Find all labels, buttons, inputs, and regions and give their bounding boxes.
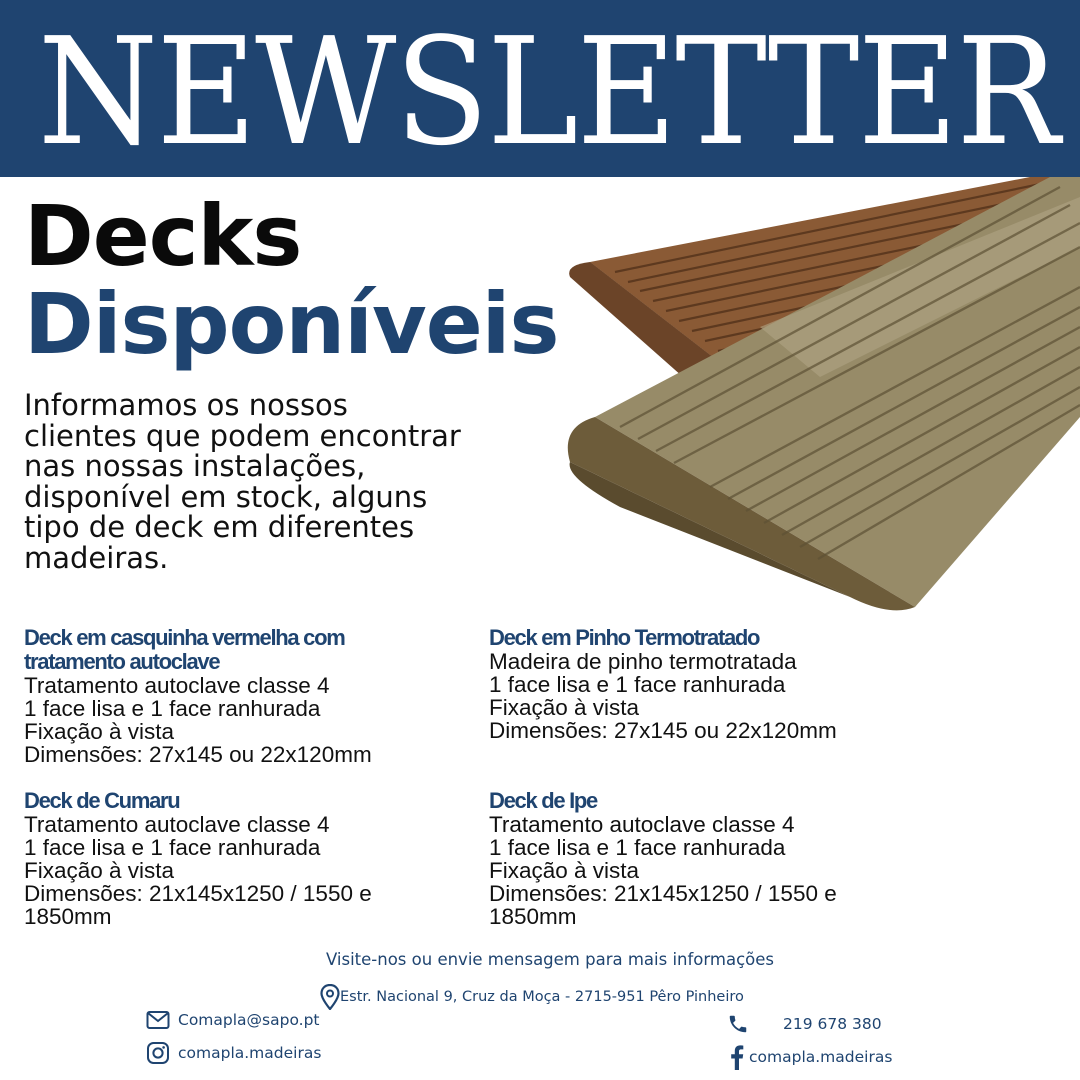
product-spec: 1 face lisa e 1 face ranhurada xyxy=(24,696,321,721)
address[interactable] xyxy=(320,984,744,1010)
instagram-icon xyxy=(146,1041,170,1065)
product-spec: Fixação à vista xyxy=(489,695,640,720)
headline-decks: Decks xyxy=(24,187,302,285)
phone-contact[interactable] xyxy=(727,1013,882,1035)
product-pinho xyxy=(489,626,909,742)
facebook-contact[interactable] xyxy=(730,1044,892,1070)
phone-icon xyxy=(727,1013,749,1035)
instagram-text: comapla.madeiras xyxy=(178,1044,322,1062)
product-spec: Tratamento autoclave classe 4 xyxy=(24,673,330,698)
newsletter-title: NEWSLETTER xyxy=(37,6,1059,177)
product-spec: Fixação à vista xyxy=(24,719,175,744)
product-spec: Tratamento autoclave classe 4 xyxy=(24,812,330,837)
product-spec: Fixação à vista xyxy=(24,858,175,883)
product-title: Deck em Pinho Termotratado xyxy=(489,625,760,650)
facebook-text: comapla.madeiras xyxy=(749,1048,893,1066)
facebook-icon xyxy=(730,1044,744,1070)
deck-boards-illustration xyxy=(560,177,1080,617)
product-cumaru xyxy=(24,789,444,928)
product-title: Deck de Ipe xyxy=(489,788,597,813)
email-contact[interactable] xyxy=(146,1010,320,1030)
product-spec: Dimensões: 21x145x1250 / 1550 e 1850mm xyxy=(489,881,837,929)
product-spec: Dimensões: 27x145 ou 22x120mm xyxy=(489,718,837,743)
mail-icon xyxy=(146,1010,170,1030)
product-spec: Fixação à vista xyxy=(489,858,640,883)
phone-text: 219 678 380 xyxy=(783,1015,882,1033)
product-title: Deck em casquinha vermelha com tratamento autoclave xyxy=(24,625,345,674)
product-title: Deck de Cumaru xyxy=(24,788,180,813)
product-casquinha xyxy=(24,626,444,766)
product-spec: 1 face lisa e 1 face ranhurada xyxy=(489,835,786,860)
instagram-contact[interactable] xyxy=(146,1041,321,1065)
intro-paragraph: Informamos os nossos clientes que podem encontrar nas nossas instalações, disponível em stock, alguns tipo de deck em diferentes madeiras. xyxy=(24,388,461,575)
email-text: Comapla@sapo.pt xyxy=(178,1011,320,1029)
visit-message: Visite-nos ou envie mensagem para mais informações xyxy=(325,950,774,969)
address-text: Estr. Nacional 9, Cruz da Moça - 2715-951 Pêro Pinheiro xyxy=(340,989,744,1005)
product-spec: Tratamento autoclave classe 4 xyxy=(489,812,795,837)
product-spec: Dimensões: 27x145 ou 22x120mm xyxy=(24,742,372,767)
newsletter-banner xyxy=(0,0,1080,177)
product-ipe xyxy=(489,789,909,928)
map-pin-icon xyxy=(320,984,340,1010)
headline-disponiveis: Disponíveis xyxy=(24,275,559,373)
product-spec: Madeira de pinho termotratada xyxy=(489,649,797,674)
product-spec: Dimensões: 21x145x1250 / 1550 e 1850mm xyxy=(24,881,372,929)
product-spec: 1 face lisa e 1 face ranhurada xyxy=(489,672,786,697)
product-spec: 1 face lisa e 1 face ranhurada xyxy=(24,835,321,860)
